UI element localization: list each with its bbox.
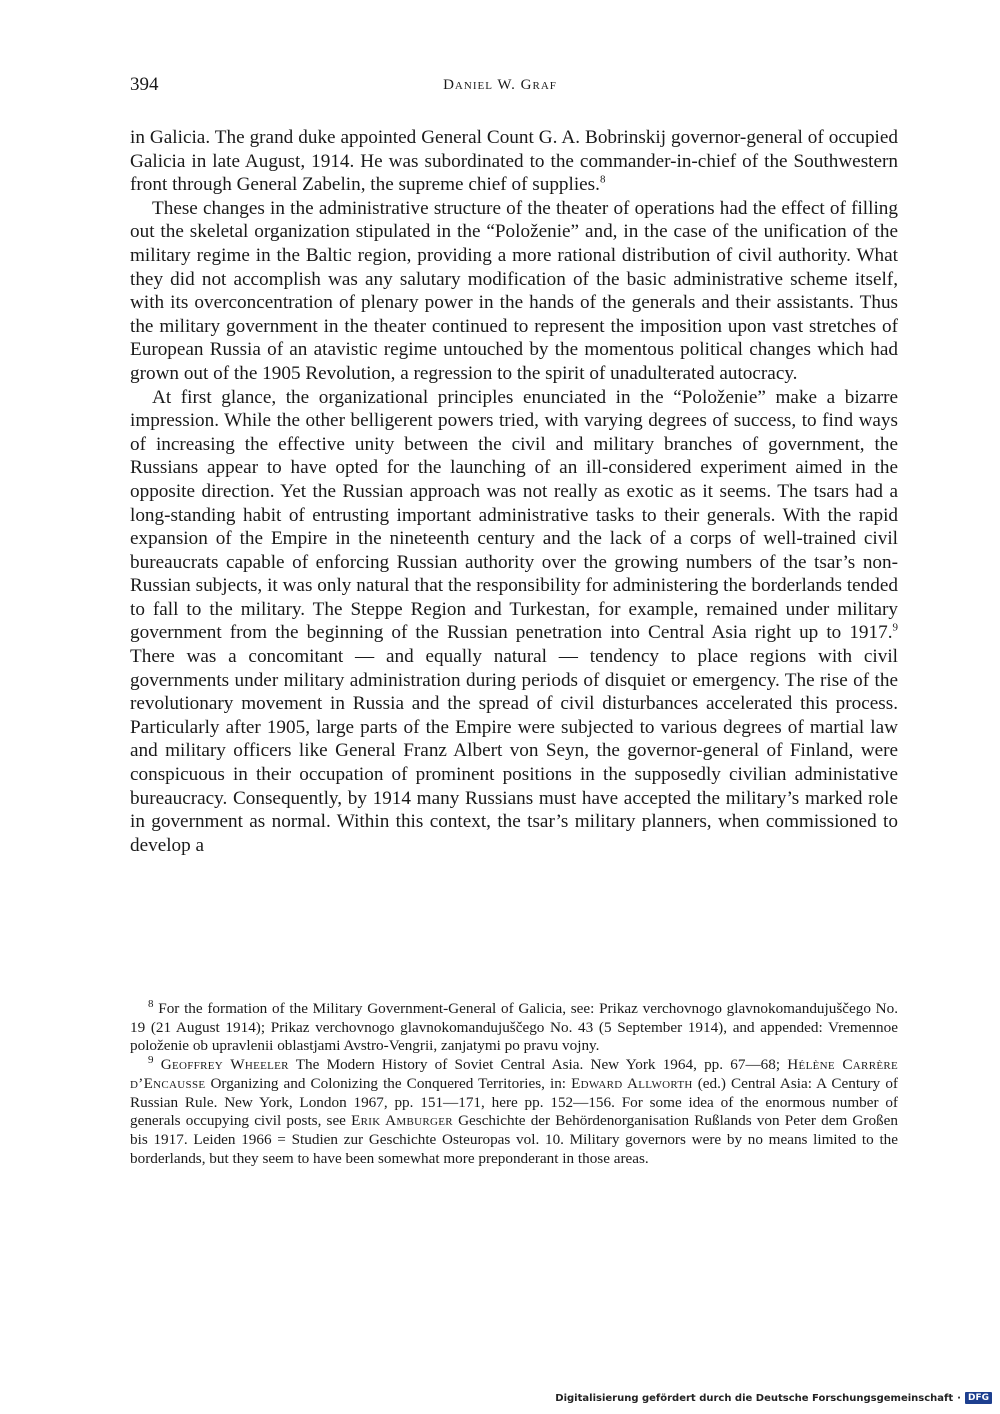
dfg-logo: DFG (965, 1392, 992, 1404)
footnote-9-author-wheeler: Geoffrey Wheeler (160, 1056, 289, 1074)
funding-note: Digitalisierung gefördert durch die Deutsche Forschungsgemeinschaft (555, 1392, 954, 1404)
footnote-9-author-allworth: Edward Allworth (571, 1074, 693, 1092)
paragraph-1-text: in Galicia. The grand duke appointed General Count G. A. Bobrinskij governor-general of occupied Galicia in late August, 1914. He was subordinated to the commander-in-chief of the Southwestern front through General Zabelin, the supreme chief of supplies. (130, 127, 898, 196)
footnote-9-text-2: Organizing and Colonizing the Conquered Territories, in: (205, 1074, 572, 1092)
paragraph-3-text-a: At first glance, the organizational principles enunciated in the “Položenie” make a bizarre impression. While the other belligerent powers tried, with varying degrees of success, to find ways of increasing the effective unity between the civil and military branches of government, the Russians appear to have opted for the launching of an ill-considered experiment aimed in the opposite direction. Yet the Russian approach was not really as exotic as it seems. The tsars had a long-standing habit of entrusting important administrative tasks to their generals. With the rapid expansion of the Empire in the nineteenth century and the lack of a corps of well-trained civil bureaucrats capable of enforcing Russian authority over the growing numbers of the tsar’s non-Russian subjects, it was only natural that the responsibility for administering the borderlands tended to fall to the military. The Steppe Region and Turkestan, for example, remained under military government from the beginning of the Russian penetration into Central Asia right up to 1917. (130, 386, 898, 644)
paragraph-2: These changes in the administrative structure of the theater of operations had the effect of filling out the skeletal organization stipulated in the “Položenie” and, in the case of the unification of the military regime in the Baltic region, providing a more rational distribution of civil authority. What they did not accomplish was any salutary modification of the basic administrative scheme itself, with its overconcentration of plenary power in the hands of the generals and their assistants. Thus the military government in the theater continued to represent the imposition upon vast stretches of European Russia of an atavistic regime untouched by the momentous political changes which had grown out of the 1905 Revolution, a regression to the spirit of unadulterated autocracy. (130, 197, 898, 384)
footnote-9-text-4: Geschichte der Behördenorganisation Rußlands von Peter dem Großen bis 1917. Leiden 1966 = Studien zur Geschichte Osteuropas vol. 10. Military governors were by no means limited to the borderlands, but they seem to have been somewhat more preponderant in those areas. (130, 1112, 898, 1167)
paragraph-3 (130, 386, 898, 858)
footnote-8-text: For the formation of the Military Government-General of Galicia, see: Prikaz verchovnogo glavnokomandujuščego No. 19 (21 August 1914); Prikaz verchovnogo glavnokomandujuščego No. 43 (5 September 1914), and appended: Vremennoe položenie ob upravlenii oblastjami Avstro-Vengrii, zanjatymi po pravu vojny. (130, 1000, 899, 1055)
footnote-8-number: 8 (148, 997, 154, 1010)
dfg-footer (555, 1392, 992, 1404)
footnotes (130, 997, 899, 1168)
separator-dot: · (957, 1392, 961, 1404)
footnote-ref-9: 9 (892, 622, 898, 635)
page-number: 394 (130, 74, 159, 95)
footnote-9-author-amburger: Erik Amburger (351, 1112, 453, 1130)
footnote-9-text-3: (ed.) Central Asia: A Century of Russian Rule. New York, London 1967, pp. 151—171, here pp. 152—156. For some idea of the enormous number of generals occupying civil posts, see (130, 1074, 898, 1130)
body-text (130, 126, 898, 857)
footnote-9-author-carrere: Hélène Carrère d’Encausse (130, 1056, 899, 1092)
running-head: Daniel W. Graf (443, 77, 557, 93)
footnote-ref-8: 8 (599, 173, 606, 186)
footnote-9-number: 9 (148, 1054, 154, 1067)
footnote-9 (130, 1056, 898, 1168)
footnote-9-text-1: The Modern History of Soviet Central Asia. New York 1964, pp. 67—68; (288, 1056, 788, 1074)
footnote-8 (130, 997, 899, 1056)
paragraph-3-text-b: There was a concomitant — and equally natural — tendency to place regions with civil governments under military administration during periods of disquiet or emergency. The rise of the revolutionary movement in Russia and the spread of civil disturbances accelerated this process. Particularly after 1905, large parts of the Empire were subjected to various degrees of martial law and military officers like General Franz Albert von Seyn, the governor-general of Finland, were conspicuous in their occupation of prominent positions in the supposedly civilian administative bureaucracy. Consequently, by 1914 many Russians must have accepted the military’s marked role in government as normal. Within this context, the tsar’s military planners, when commissioned to develop a (130, 646, 898, 856)
paragraph-1 (130, 126, 898, 197)
